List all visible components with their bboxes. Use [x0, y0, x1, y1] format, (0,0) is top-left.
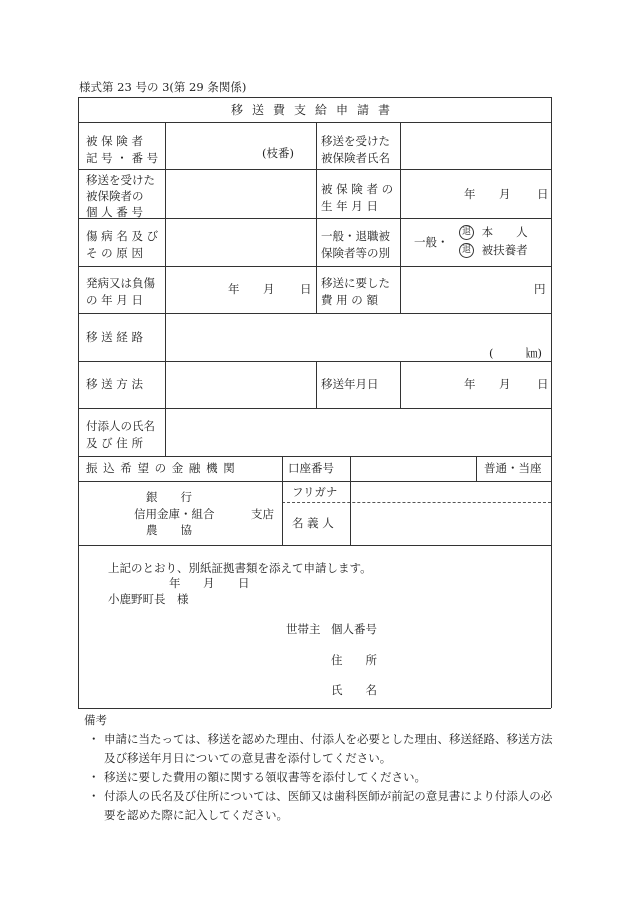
bullet-icon: ・: [88, 789, 100, 803]
birth-year: 年: [464, 187, 476, 201]
account-number-input[interactable]: [351, 457, 475, 480]
note-item: ・ 付添人の氏名及び住所については、医師又は歯科医師が前記の意見書により付添人の必要を認めた際に記入してください。: [88, 789, 553, 822]
account-type-select[interactable]: 普通・当座: [484, 461, 542, 475]
name-label: 氏 名: [331, 683, 377, 697]
date-year: 年: [464, 377, 476, 391]
onset-month: 月: [263, 282, 275, 296]
row-line: [78, 456, 551, 457]
method-label: 移 送 方 法: [86, 377, 143, 391]
form-title: 移送費支給申請書: [230, 103, 399, 117]
transported-name-label: 移送を受けた 被保険者氏名: [321, 134, 390, 165]
account-number-label: 口座番号: [288, 461, 334, 475]
account-holder-input[interactable]: [351, 504, 550, 544]
frame-left: [78, 97, 79, 708]
attendant-label: 付添人の氏名 及 び 住 所: [86, 419, 155, 450]
route-label: 移 送 経 路: [86, 330, 143, 344]
bullet-icon: ・: [88, 732, 100, 746]
birth-day: 日: [537, 187, 549, 201]
frame-top: [78, 97, 551, 98]
date-label: 移送年月日: [321, 377, 379, 391]
row-line: [78, 545, 551, 546]
note-item: ・ 申請に当たっては、移送を認めた理由、付添人を必要とした理由、移送経路、移送方法及び移送年月日についての意見書を添付してください。: [88, 732, 553, 765]
branch-number-label: (枝番): [262, 146, 294, 160]
row-line: [78, 266, 551, 267]
account-holder-label: 名 義 人: [292, 516, 334, 530]
declaration-day: 日: [238, 576, 250, 590]
category-self-option[interactable]: 退 本 人: [459, 225, 528, 240]
agri-coop-suffix: 農 協: [146, 523, 192, 537]
date-day: 日: [537, 377, 549, 391]
insured-symbol-label: 被 保 険 者 記 号 ・ 番 号: [86, 134, 159, 165]
route-unit: ㎞): [526, 346, 542, 360]
col-line: [476, 456, 477, 481]
frame-bottom: [78, 708, 551, 709]
declaration-text: 上記のとおり、別紙証拠書類を添えて申請します。: [108, 561, 372, 575]
declaration-month: 月: [203, 576, 215, 590]
col-line: [316, 361, 317, 408]
birth-month: 月: [499, 187, 511, 201]
credit-union-suffix: 信用金庫・組合: [134, 507, 215, 521]
col-line: [316, 122, 317, 266]
method-input[interactable]: [166, 362, 315, 407]
injury-input[interactable]: [166, 219, 315, 265]
transported-mynumber-label: 移送を受けた 被保険者の 個 人 番 号: [86, 173, 155, 219]
retired-circle-icon: 退: [459, 225, 474, 240]
addressee: 小鹿野町長 様: [108, 592, 189, 606]
bank-suffix: 銀 行: [146, 490, 192, 504]
route-unit-open: (: [489, 346, 494, 360]
furigana-input[interactable]: [351, 482, 550, 501]
onset-label: 発病又は負傷 の 年 月 日: [86, 276, 155, 307]
furigana-divider: [282, 502, 551, 503]
branch-suffix: 支店: [251, 507, 274, 521]
transported-mynumber-input[interactable]: [166, 170, 315, 217]
attendant-input[interactable]: [166, 409, 550, 455]
frame-right: [551, 97, 552, 708]
col-line: [282, 456, 283, 545]
cost-yen: 円: [534, 282, 546, 296]
bank-label: 振 込 希 望 の 金 融 機 関: [86, 461, 236, 475]
declaration-year: 年: [169, 576, 181, 590]
transported-name-input[interactable]: [401, 123, 550, 168]
furigana-label: フリガナ: [292, 485, 338, 499]
injury-label: 傷 病 名 及 び そ の 原 因: [86, 229, 159, 260]
note-item: ・ 移送に要した費用の額に関する領収書等を添付してください。: [104, 768, 554, 787]
category-general-option[interactable]: 一般・: [414, 235, 449, 249]
bullet-icon: ・: [88, 770, 100, 784]
col-line: [400, 266, 401, 313]
onset-year: 年: [228, 282, 240, 296]
address-label: 住 所: [331, 653, 377, 667]
cost-label: 移送に要した 費 用 の 額: [321, 276, 390, 307]
mynumber-label: 個人番号: [331, 622, 377, 636]
col-line: [316, 266, 317, 313]
retired-circle-icon: 退: [459, 243, 474, 258]
onset-day: 日: [300, 282, 312, 296]
notes-heading: 備考: [84, 713, 107, 727]
date-month: 月: [499, 377, 511, 391]
insured-birth-label: 被 保 険 者 の 生 年 月 日: [321, 182, 394, 213]
form-number: 様式第 23 号の 3(第 29 条関係): [79, 80, 247, 94]
category-label: 一般・退職被 保険者等の別: [321, 229, 390, 260]
category-dependent-option[interactable]: 退 被扶養者: [459, 243, 528, 258]
col-line: [400, 361, 401, 408]
head-of-household-label: 世帯主: [286, 622, 321, 636]
